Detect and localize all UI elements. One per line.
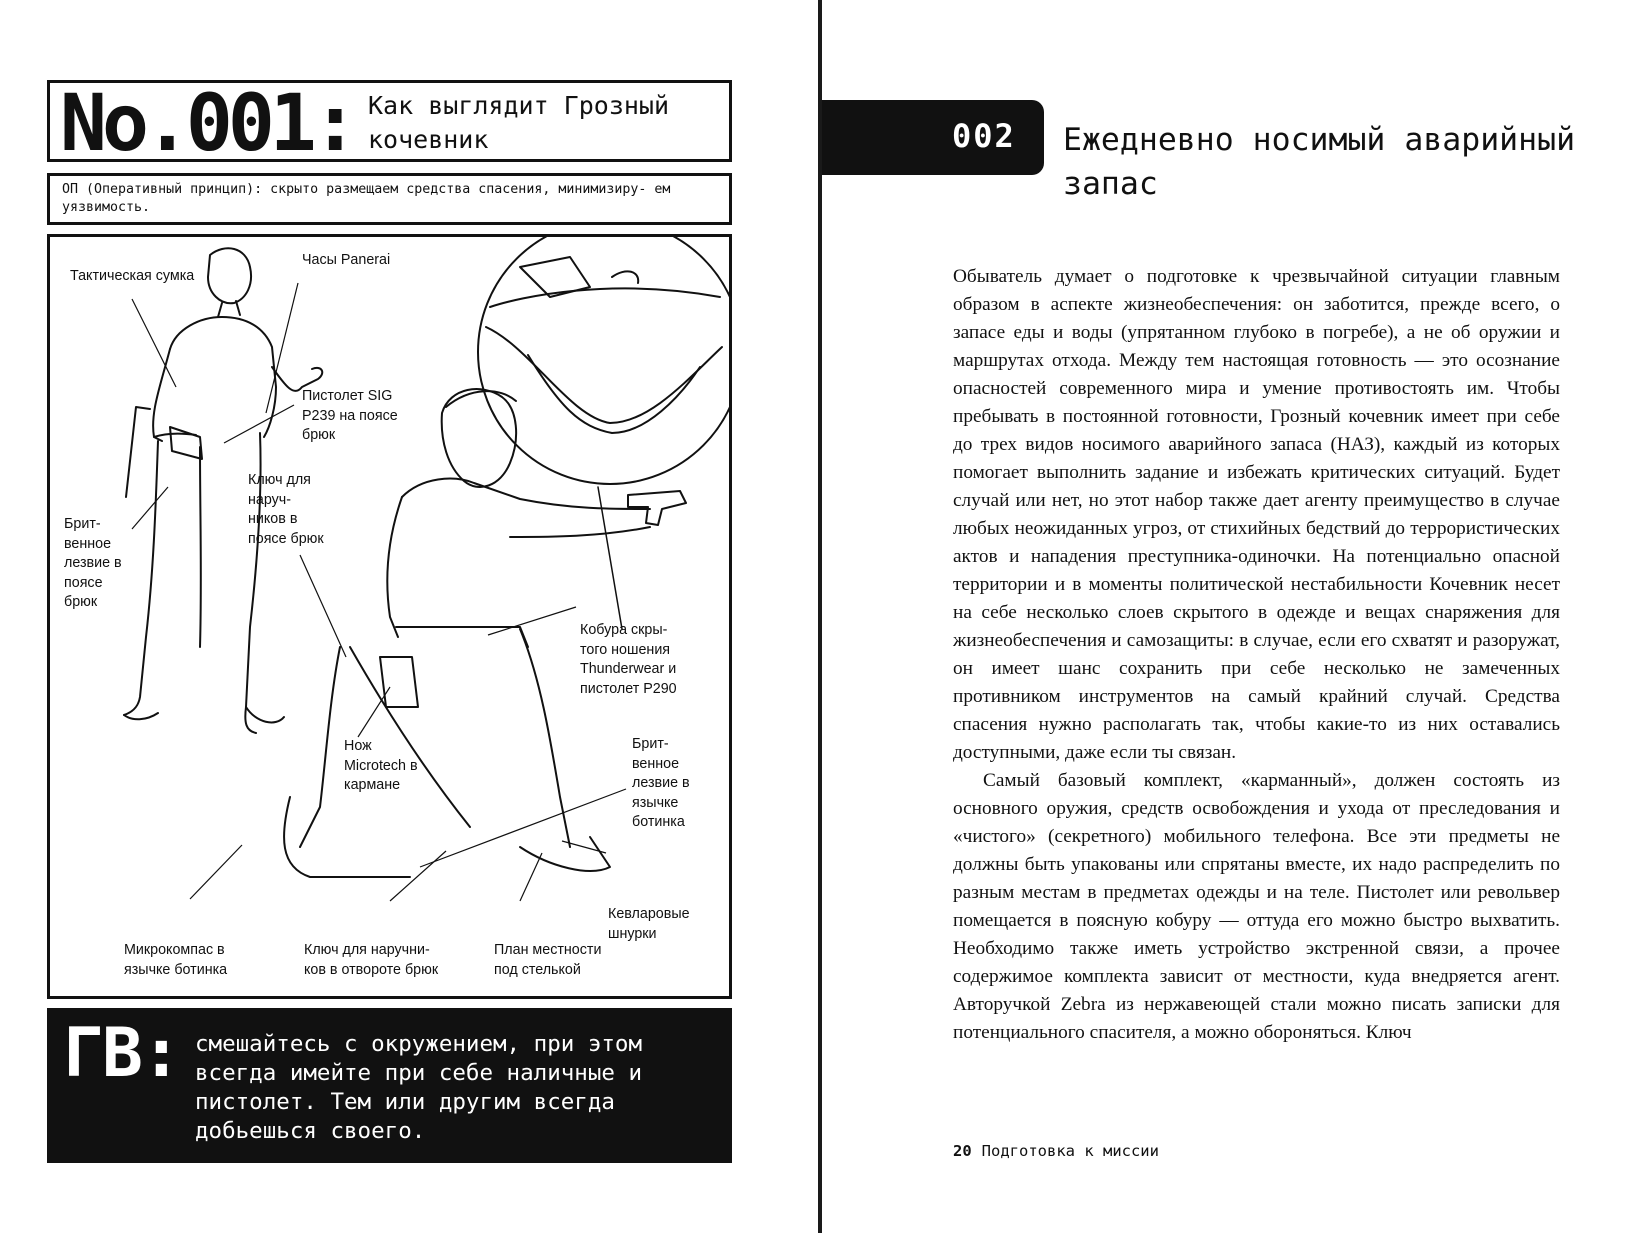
page-footer: [953, 1140, 1159, 1162]
chapter-number: 002: [952, 117, 1016, 155]
book-spine: [818, 0, 822, 1233]
section-title-box: [47, 79, 732, 169]
section-number: No.001:: [60, 79, 354, 169]
chapter-number-tab: [822, 100, 1044, 175]
label-razor-boot: Брит- венное лезвие в язычке ботинка: [632, 736, 690, 830]
label-area-map: План местности под стелькой: [494, 942, 602, 978]
body-text: [953, 263, 1560, 1047]
operating-principle-text: ОП (Оперативный принцип): скрыто размещаем средства спасения, минимизиру- ем уязвимость.: [62, 182, 671, 215]
label-tactical-bag: Тактическая сумка: [70, 268, 195, 284]
gv-label: ГВ:: [63, 1014, 180, 1093]
label-cuff-key-cuff: Ключ для наручни- ков в отвороте брюк: [304, 942, 439, 978]
label-knife: Нож Microtech в кармане: [344, 738, 418, 793]
running-footer-title: Подготовка к миссии: [981, 1142, 1159, 1160]
label-razor-belt: Брит- венное лезвие в поясе брюк: [64, 516, 122, 610]
label-cuff-key-belt: Ключ для наруч- ников в поясе брюк: [248, 472, 324, 547]
label-watch: Часы Panerai: [302, 252, 391, 268]
label-holster: Кобура скры- того ношения Thunderwear и пистолет P290: [580, 622, 677, 697]
illustration-panel: [47, 234, 732, 999]
gv-callout-box: [47, 1008, 732, 1163]
operating-principle-box: [47, 173, 732, 225]
label-pistol-sig: Пистолет SIG P239 на поясе брюк: [302, 388, 398, 443]
label-kevlar-laces: Кевларовые шнурки: [608, 906, 690, 942]
paragraph-1: Обыватель думает о подготовке к чрезвычайной ситуации главным образом в аспекте жизнеобеспечения: он заботится, прежде всего, о запасе еды и воды (упрятанном глубоко в погребе), а не об оружии и маршрутах отхода. Между тем настоящая готовность — это осознание опасностей современного мира и умение противостоять им. Чтобы пребывать в постоянной готовности, Грозный кочевник имеет при себе до трех видов носимого аварийного запаса (НАЗ), каждый из которых помогает выполнить задание и избежать критических ситуаций. Будет случай или нет, но этот набор также дает агенту преимущество в случае любых неожиданных угроз, от стихийных бедствий до террористических актов и нападения преступника-одиночки. На потенциально опасной территории и в моменты политической нестабильности Кочевник несет на себе несколько слоев скрытого в одежде и вещах снаряжения для жизнеобеспечения и самозащиты: в случае, если его схватят и разоружат, он имеет шанс сохранить при себе несколько не замеченных противником инструментов на самый крайний случай. Средства спасения нужно располагать так, чтобы какие-то из них оставались доступными, даже если ты связан.: [953, 266, 1560, 763]
agent-illustration: [50, 237, 729, 996]
chapter-title: Ежедневно носимый аварийный запас: [1063, 122, 1576, 202]
page-number: 20: [953, 1142, 972, 1160]
label-microcompass: Микрокомпас в язычке ботинка: [124, 942, 228, 978]
paragraph-2: Самый базовый комплект, «карманный», должен состоять из основного оружия, средств освобождения и ухода от преследования и «чистого» (секретного) мобильного телефона. Все эти предметы не должны быть упакованы или спрятаны вместе, их надо распределить по разным местам в предметах одежды и на теле. Пистолет или револьвер помещается в поясную кобуру — оттуда его можно быстро выхватить. Необходимо также иметь устройство экстренной связи, а прочее содержимое комплекта зависит от местности, куда внедряется агент. Авторучкой Zebra из нержавеющей стали можно писать записки для потенциального спасителя, а можно обороняться. Ключ: [953, 770, 1560, 1043]
gv-text: смешайтесь с окружением, при этом всегда имейте при себе наличные и пистолет. Тем или другим всегда добьешься своего.: [195, 1031, 643, 1144]
section-title: Как выглядит Грозный кочевник: [368, 91, 670, 154]
